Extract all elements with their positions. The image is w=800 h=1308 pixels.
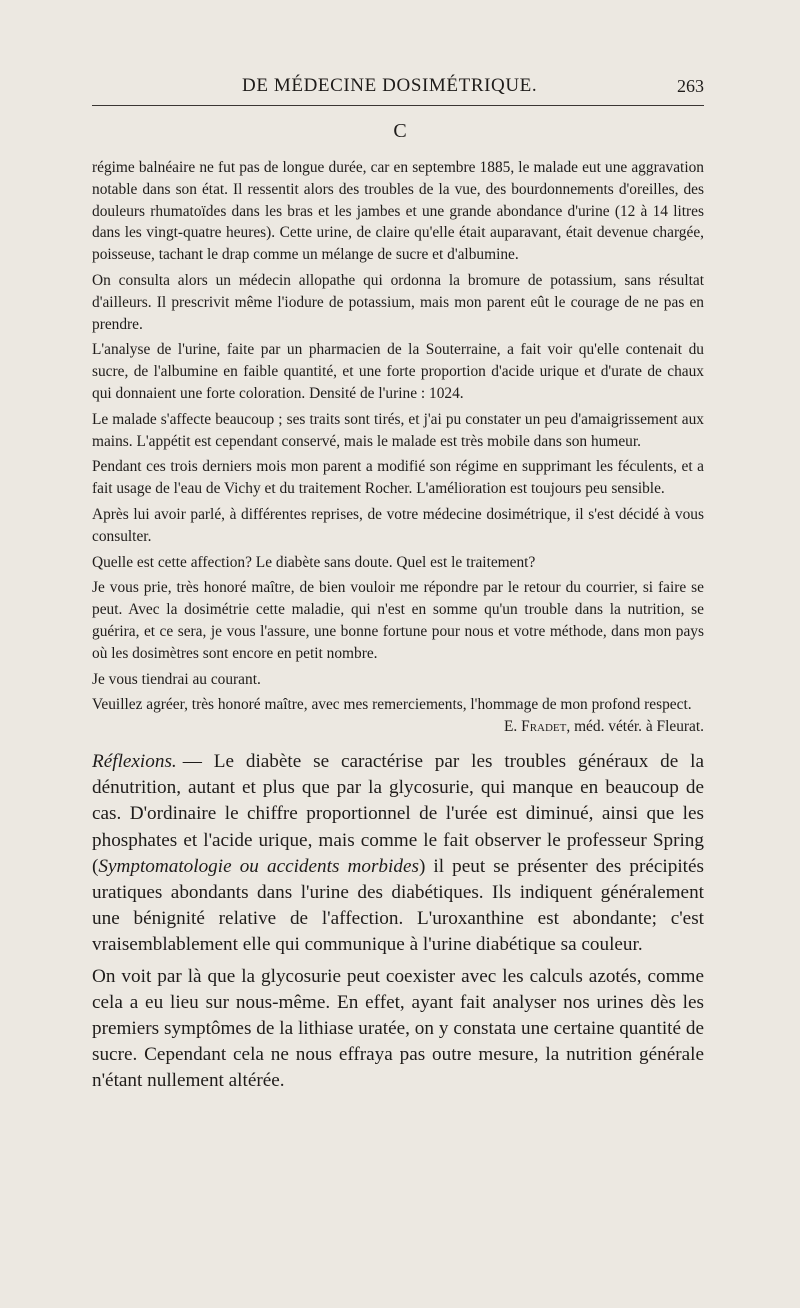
signature-initial: E. [504,718,518,736]
letter-paragraph-9: Je vous tiendrai au courant. [92,670,261,688]
letter-paragraph-7: Quelle est cette affection? Le diabète sans doute. Quel est le traitement? [92,553,536,571]
letter-paragraph-4: Le malade s'affecte beaucoup ; ses traits sont tirés, et j'ai pu constater un peu d'amaigrissement aux mains. L'appétit est cependant conservé, mais le malade est très mobile dans son humeur. [92,410,704,450]
signature-title: , méd. vétér. à Fleurat. [566,718,704,736]
letter-paragraph-8: Je vous prie, très honoré maître, de bien vouloir me répondre par le retour du courrier, si faire se peut. Avec la dosimétrie cette maladie, qui n'est en somme qu'un trouble dans la nutrition, se guérira, et ce sera, je vous l'assure, une bonne fortune pour nous et votre méthode, dans mon pays où les dosimètres sont encore en petit nombre. [92,579,704,662]
reflexions-text-b: ) il peut se présenter des précipités uratiques abondants dans l'urine des diabétiques. Ils indiquent généralement une bénignité relative de l'affection. L'uroxanthine est abondante; c'est vraisemblablement elle qui communique à l'urine diabétique sa couleur. [92,855,704,956]
header-rule [92,105,704,106]
letter-paragraph-6: Après lui avoir parlé, à différentes reprises, de votre médecine dosimétrique, il s'est décidé à vous consulter. [92,505,704,545]
reflexions-paragraph-1 [92,749,704,959]
reflexions-lead: Réflexions. [92,751,177,772]
letter-paragraph-3: L'analyse de l'urine, faite par un pharmacien de la Souterraine, a fait voir qu'elle contenait du sucre, de l'albumine en faible quantité, et une forte proportion d'acide urique et d'urate de chaux qui donnaient une forte coloration. Densité de l'urine : 1024. [92,341,704,402]
letter-text [92,157,704,738]
signature-mark: C [393,120,407,142]
closing-text: Veuillez agréer, très honoré maître, avec mes remerciements, l'hommage de mon profond respect. [92,696,692,714]
page-number: 263 [677,76,704,96]
reflexions-paragraph-2: On voit par là que la glycosurie peut coexister avec les calculs azotés, comme cela a eu lieu sur nous-même. En effet, ayant fait analyser nos urines dès les premiers symptômes de la lithiase uratée, on y constata une certaine quantité de sucre. Cependant cela ne nous effraya pas outre mesure, la nutrition générale n'étant nullement altérée. [92,965,704,1092]
running-title: DE MÉDECINE DOSIMÉTRIQUE. [242,75,538,96]
letter-paragraph-2: On consulta alors un médecin allopathe qui ordonna la bromure de potassium, sans résultat d'ailleurs. Il prescrivit même l'iodure de potassium, mais mon parent eût le courage de ne pas en prendre. [92,271,704,333]
signature-name: Fradet [521,718,567,736]
letter-paragraph-5: Pendant ces trois derniers mois mon parent a modifié son régime en supprimant les féculents, et a fait usage de l'eau de Vichy et du traitement Rocher. L'amélioration est toujours peu sensible. [92,458,704,498]
letter-paragraph-1: régime balnéaire ne fut pas de longue durée, car en septembre 1885, le malade eut une aggravation notable dans son état. Il ressentit alors des troubles de la vue, des bourdonnements d'oreilles, des douleurs rhumatoïdes dans les bras et les jambes et une grande abondance d'urine (12 à 14 litres dans les vingt-quatre heures). Cette urine, de claire qu'elle était auparavant, était devenue chargée, poisseuse, tachant le drap comme un mélange de sucre et d'albumine. [92,159,704,264]
reflexions-text-a: — Le diabète se caractérise par les troubles généraux de la dénutrition, autant et plus que par la glycosurie, qui manque en beaucoup de cas. D'ordinaire le chiffre proportionnel de l'urée est diminué, ainsi que les phosphates et l'acide urique, mais comme le fait observer le professeur Spring ( [92,751,704,877]
reflexions-section [92,749,704,1100]
letter-closing [92,694,704,736]
signature [504,716,704,738]
reflexions-reference: Symptomatologie ou accidents morbides [98,855,419,877]
running-header [92,75,704,101]
